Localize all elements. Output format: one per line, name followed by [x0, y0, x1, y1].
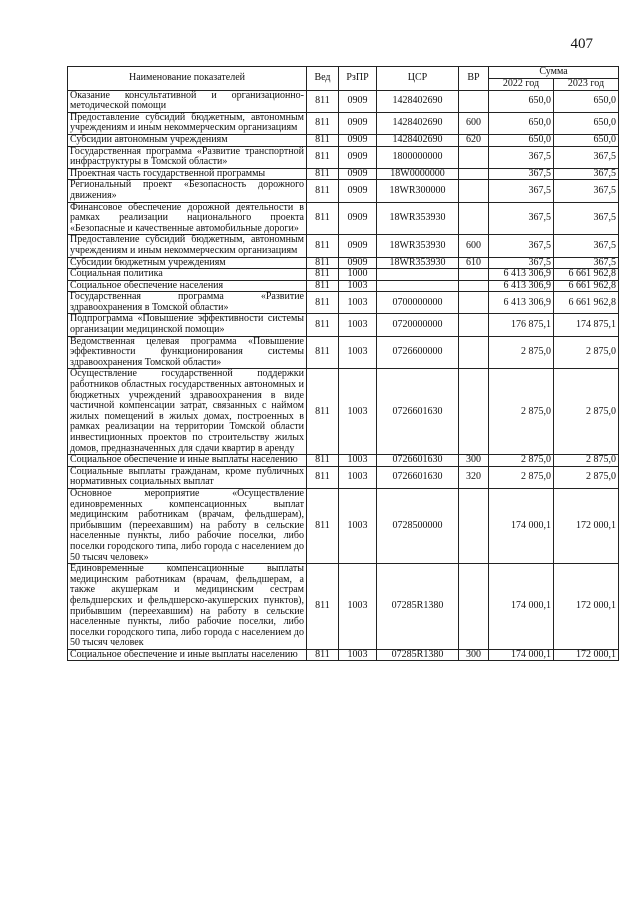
cell-ved: 811: [307, 292, 339, 314]
cell-y2022: 367,5: [489, 257, 554, 269]
cell-csr: 1428402690: [377, 90, 459, 112]
cell-csr: 18WR353930: [377, 202, 459, 235]
table-row: [68, 649, 619, 661]
cell-vr: [459, 90, 489, 112]
header-rzpr: РзПР: [339, 67, 377, 91]
cell-ved: 811: [307, 564, 339, 650]
cell-y2022: 2 875,0: [489, 466, 554, 488]
table-row: [68, 134, 619, 146]
cell-vr: 300: [459, 649, 489, 661]
cell-y2022: 6 413 306,9: [489, 269, 554, 281]
cell-name: Основное мероприятие «Осуществление единовременных компенсационных выплат медицинским работникам (врачам, фельдшерам), прибывшим (переехавшим) на работу в сельские населенные пункты, либо рабочие поселки, либо поселки городского типа, либо города с населением до 50 тысяч человек»: [68, 488, 307, 563]
cell-y2022: 650,0: [489, 112, 554, 134]
table-row: [68, 112, 619, 134]
table-body: [68, 90, 619, 661]
cell-rzpr: 1003: [339, 649, 377, 661]
cell-ved: 811: [307, 369, 339, 455]
cell-rzpr: 1000: [339, 269, 377, 281]
cell-y2022: 650,0: [489, 90, 554, 112]
cell-vr: [459, 564, 489, 650]
cell-vr: 600: [459, 235, 489, 257]
table-row: [68, 269, 619, 281]
table-row: [68, 564, 619, 650]
cell-name: Единовременные компенсационные выплаты медицинским работникам (врачам, фельдшерам, а также акушеркам и медицинским сестрам фельдшерских и фельдшерско-акушерских пунктов), прибывшим (переехавшим) на работу в сельские населенные пункты, либо рабочие поселки, либо поселки городского типа, либо города с населением до 50 тысяч человек: [68, 564, 307, 650]
cell-rzpr: 0909: [339, 90, 377, 112]
cell-ved: 811: [307, 180, 339, 202]
cell-y2022: 2 875,0: [489, 369, 554, 455]
cell-name: Социальное обеспечение и иные выплаты населению: [68, 649, 307, 661]
table-row: [68, 369, 619, 455]
cell-ved: 811: [307, 280, 339, 292]
table-row: [68, 202, 619, 235]
cell-vr: [459, 269, 489, 281]
cell-y2023: 6 661 962,8: [554, 280, 619, 292]
cell-rzpr: 1003: [339, 369, 377, 455]
cell-csr: 18WR353930: [377, 257, 459, 269]
cell-rzpr: 0909: [339, 235, 377, 257]
cell-vr: [459, 202, 489, 235]
cell-y2023: 367,5: [554, 202, 619, 235]
cell-csr: [377, 280, 459, 292]
cell-vr: [459, 369, 489, 455]
cell-rzpr: 1003: [339, 455, 377, 467]
cell-vr: [459, 488, 489, 563]
cell-name: Осуществление государственной поддержки работников областных государственных автономных и бюджетных учреждений здравоохранения в виде частичной компенсации затрат, связанных с наймом жилых помещений в жилых домах, построенных в рамках реализации на территории Томской области инвестиционных проектов по строительству жилых домов, предназначенных для сдачи квартир в аренду: [68, 369, 307, 455]
cell-y2022: 174 000,1: [489, 564, 554, 650]
cell-vr: 620: [459, 134, 489, 146]
cell-name: Социальное обеспечение и иные выплаты населению: [68, 455, 307, 467]
table-header: [68, 67, 619, 91]
cell-y2022: 6 413 306,9: [489, 280, 554, 292]
table-row: [68, 146, 619, 168]
table-row: [68, 90, 619, 112]
table-row: [68, 336, 619, 369]
budget-table: [67, 66, 619, 661]
cell-y2022: 650,0: [489, 134, 554, 146]
cell-y2022: 367,5: [489, 202, 554, 235]
header-ved: Вед: [307, 67, 339, 91]
cell-y2022: 174 000,1: [489, 488, 554, 563]
cell-y2023: 650,0: [554, 112, 619, 134]
page-number: 407: [570, 36, 593, 52]
cell-csr: 0728500000: [377, 488, 459, 563]
cell-name: Проектная часть государственной программы: [68, 168, 307, 180]
cell-ved: 811: [307, 649, 339, 661]
table-row: [68, 292, 619, 314]
cell-csr: [377, 269, 459, 281]
cell-y2022: 2 875,0: [489, 455, 554, 467]
cell-rzpr: 1003: [339, 314, 377, 336]
cell-y2022: 367,5: [489, 168, 554, 180]
header-year-2022: 2022 год: [489, 78, 554, 90]
cell-name: Субсидии автономным учреждениям: [68, 134, 307, 146]
cell-rzpr: 0909: [339, 146, 377, 168]
cell-ved: 811: [307, 112, 339, 134]
cell-rzpr: 0909: [339, 112, 377, 134]
cell-name: Субсидии бюджетным учреждениям: [68, 257, 307, 269]
cell-name: Предоставление субсидий бюджетным, автономным учреждениям и иным некоммерческим организациям: [68, 112, 307, 134]
cell-vr: [459, 168, 489, 180]
header-csr: ЦСР: [377, 67, 459, 91]
cell-csr: 1800000000: [377, 146, 459, 168]
cell-rzpr: 1003: [339, 336, 377, 369]
cell-y2023: 367,5: [554, 180, 619, 202]
cell-y2022: 367,5: [489, 146, 554, 168]
cell-csr: 0720000000: [377, 314, 459, 336]
cell-ved: 811: [307, 488, 339, 563]
header-vr: ВР: [459, 67, 489, 91]
table-row: [68, 455, 619, 467]
cell-y2023: 6 661 962,8: [554, 269, 619, 281]
cell-y2023: 650,0: [554, 90, 619, 112]
cell-name: Государственная программа «Развитие транспортной инфраструктуры в Томской области»: [68, 146, 307, 168]
cell-y2023: 6 661 962,8: [554, 292, 619, 314]
header-year-2023: 2023 год: [554, 78, 619, 90]
table-row: [68, 257, 619, 269]
cell-vr: [459, 292, 489, 314]
cell-ved: 811: [307, 202, 339, 235]
cell-vr: 300: [459, 455, 489, 467]
table-row: [68, 168, 619, 180]
cell-vr: 600: [459, 112, 489, 134]
cell-y2022: 174 000,1: [489, 649, 554, 661]
cell-y2023: 2 875,0: [554, 455, 619, 467]
cell-csr: 0726601630: [377, 369, 459, 455]
cell-ved: 811: [307, 146, 339, 168]
cell-vr: [459, 336, 489, 369]
cell-ved: 811: [307, 235, 339, 257]
cell-y2022: 176 875,1: [489, 314, 554, 336]
cell-y2023: 367,5: [554, 257, 619, 269]
cell-y2023: 172 000,1: [554, 649, 619, 661]
cell-ved: 811: [307, 168, 339, 180]
table-row: [68, 466, 619, 488]
cell-name: Социальная политика: [68, 269, 307, 281]
cell-name: Оказание консультативной и организационно-методической помощи: [68, 90, 307, 112]
cell-ved: 811: [307, 466, 339, 488]
cell-rzpr: 1003: [339, 564, 377, 650]
cell-csr: 0700000000: [377, 292, 459, 314]
cell-rzpr: 0909: [339, 180, 377, 202]
header-name: Наименование показателей: [68, 67, 307, 91]
cell-vr: [459, 146, 489, 168]
cell-vr: [459, 180, 489, 202]
cell-y2023: 2 875,0: [554, 466, 619, 488]
cell-name: Предоставление субсидий бюджетным, автономным учреждениям и иным некоммерческим организациям: [68, 235, 307, 257]
cell-y2023: 367,5: [554, 168, 619, 180]
cell-name: Ведомственная целевая программа «Повышение эффективности функционирования системы здравоохранения Томской области»: [68, 336, 307, 369]
cell-rzpr: 0909: [339, 134, 377, 146]
cell-vr: [459, 280, 489, 292]
cell-name: Региональный проект «Безопасность дорожного движения»: [68, 180, 307, 202]
table-row: [68, 314, 619, 336]
cell-csr: 0726601630: [377, 455, 459, 467]
table-row: [68, 488, 619, 563]
table-row: [68, 280, 619, 292]
table-row: [68, 235, 619, 257]
cell-rzpr: 0909: [339, 168, 377, 180]
cell-y2023: 174 875,1: [554, 314, 619, 336]
cell-csr: 18WR300000: [377, 180, 459, 202]
cell-y2023: 172 000,1: [554, 488, 619, 563]
cell-y2023: 172 000,1: [554, 564, 619, 650]
cell-y2023: 650,0: [554, 134, 619, 146]
cell-csr: 07285R1380: [377, 564, 459, 650]
cell-y2023: 2 875,0: [554, 369, 619, 455]
cell-y2023: 2 875,0: [554, 336, 619, 369]
cell-csr: 1428402690: [377, 134, 459, 146]
cell-rzpr: 1003: [339, 280, 377, 292]
cell-y2022: 2 875,0: [489, 336, 554, 369]
cell-vr: 320: [459, 466, 489, 488]
cell-csr: 0726600000: [377, 336, 459, 369]
cell-y2022: 6 413 306,9: [489, 292, 554, 314]
cell-y2022: 367,5: [489, 180, 554, 202]
cell-rzpr: 0909: [339, 257, 377, 269]
cell-name: Социальные выплаты гражданам, кроме публичных нормативных социальных выплат: [68, 466, 307, 488]
cell-csr: 1428402690: [377, 112, 459, 134]
table-row: [68, 180, 619, 202]
cell-name: Финансовое обеспечение дорожной деятельности в рамках реализации национального проекта «Безопасные и качественные автомобильные дороги»: [68, 202, 307, 235]
cell-rzpr: 0909: [339, 202, 377, 235]
cell-ved: 811: [307, 336, 339, 369]
cell-y2022: 367,5: [489, 235, 554, 257]
cell-y2023: 367,5: [554, 146, 619, 168]
cell-ved: 811: [307, 90, 339, 112]
cell-name: Государственная программа «Развитие здравоохранения в Томской области»: [68, 292, 307, 314]
cell-name: Социальное обеспечение населения: [68, 280, 307, 292]
cell-ved: 811: [307, 269, 339, 281]
cell-ved: 811: [307, 257, 339, 269]
cell-vr: [459, 314, 489, 336]
cell-rzpr: 1003: [339, 292, 377, 314]
cell-rzpr: 1003: [339, 488, 377, 563]
cell-csr: 18WR353930: [377, 235, 459, 257]
cell-ved: 811: [307, 314, 339, 336]
header-sum: Сумма: [489, 67, 619, 79]
cell-name: Подпрограмма «Повышение эффективности системы организации медицинской помощи»: [68, 314, 307, 336]
cell-csr: 07285R1380: [377, 649, 459, 661]
cell-vr: 610: [459, 257, 489, 269]
cell-y2023: 367,5: [554, 235, 619, 257]
cell-ved: 811: [307, 455, 339, 467]
cell-rzpr: 1003: [339, 466, 377, 488]
cell-ved: 811: [307, 134, 339, 146]
cell-csr: 18W0000000: [377, 168, 459, 180]
cell-csr: 0726601630: [377, 466, 459, 488]
